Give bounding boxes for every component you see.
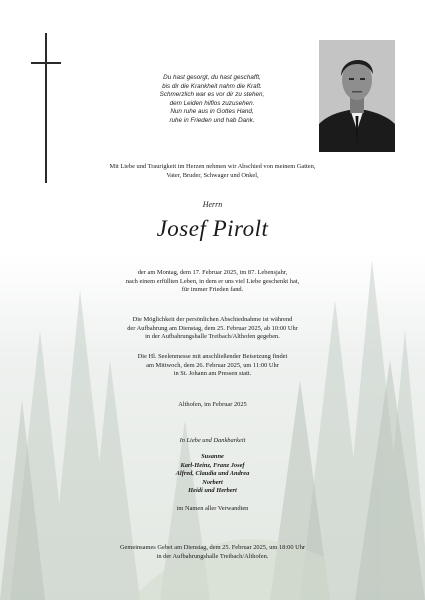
- relatives-line: im Namen aller Verwandten: [176, 505, 249, 512]
- poem-line: Schmerzlich war es vor dir zu stehen,: [159, 91, 265, 98]
- cross-horizontal-bar: [31, 62, 61, 64]
- mass-info: [0, 353, 425, 379]
- poem-line: bis dir die Krankheit nahm die Kraft.: [162, 82, 262, 90]
- poem-line: Nun ruhe aus in Gottes Hand,: [170, 108, 254, 115]
- mass-line: am Mittwoch, dem 26. Februar 2025, um 11:00 Uhr: [146, 361, 279, 369]
- mass-line: in St. Johann am Pressen statt.: [173, 370, 252, 378]
- death-notice-line: nach einem erfüllten Leben, in dem er uns viel Liebe geschenkt hat,: [125, 277, 300, 285]
- mass-line: Die Hl. Seelenmesse mit anschließender Beisetzung findet: [137, 353, 288, 360]
- death-notice: [0, 269, 425, 295]
- relatives-note: [0, 505, 425, 514]
- viewing-line: in der Aufbahrungshalle Treibach/Althofen gegeben.: [145, 333, 280, 341]
- place-date: [0, 401, 425, 410]
- place-date-line: Althofen, im Februar 2025: [178, 401, 247, 408]
- mourners-intro: [0, 437, 425, 446]
- intro-line: Vater, Bruder, Schwager und Onkel,: [166, 171, 259, 179]
- mourner-line: Karl-Heinz, Franz Josef: [180, 461, 245, 469]
- poem-line: ruhe in Frieden und hab Dank.: [169, 116, 255, 124]
- mourner-line: Norbert: [202, 478, 223, 486]
- death-notice-line: für immer Frieden fand.: [181, 286, 244, 294]
- poem: [128, 74, 296, 125]
- viewing-line: der Aufbahrung am Dienstag, dem 25. Februar 2025, ab 10:00 Uhr: [127, 324, 298, 332]
- prayer-line: Gemeinsames Gebet am Dienstag, dem 25. Februar 2025, um 18:00 Uhr: [119, 544, 306, 551]
- poem-line: Du hast gesorgt, du hast geschafft,: [163, 74, 261, 81]
- cross-vertical-bar: [45, 33, 47, 183]
- mourners-list: [0, 453, 425, 496]
- poem-line: dem Leiden hilflos zuzusehen.: [169, 99, 255, 107]
- honorific: Herrn: [202, 200, 223, 209]
- mourner-line: Alfred, Claudia und Andrea: [175, 470, 250, 478]
- prayer-line: in der Aufbahrungshalle Treibach/Althofen.: [156, 552, 269, 560]
- death-notice-line: der am Montag, dem 17. Februar 2025, im 87. Lebensjahr,: [137, 269, 288, 276]
- portrait-photo: [319, 40, 395, 152]
- mourners-intro-line: In Liebe und Dankbarkeit: [179, 437, 246, 444]
- viewing-line: Die Möglichkeit der persönlichen Abschiednahme ist während: [132, 316, 293, 323]
- mourner-line: Heidi und Herbert: [188, 487, 237, 495]
- deceased-name: Josef Pirolt: [156, 216, 269, 241]
- viewing-info: [0, 316, 425, 342]
- mourner-line: Susanne: [201, 453, 224, 460]
- intro-line: Mit Liebe und Traurigkeit im Herzen nehmen wir Abschied von meinem Gatten,: [109, 163, 316, 170]
- prayer-info: [0, 544, 425, 561]
- intro-text: [0, 163, 425, 180]
